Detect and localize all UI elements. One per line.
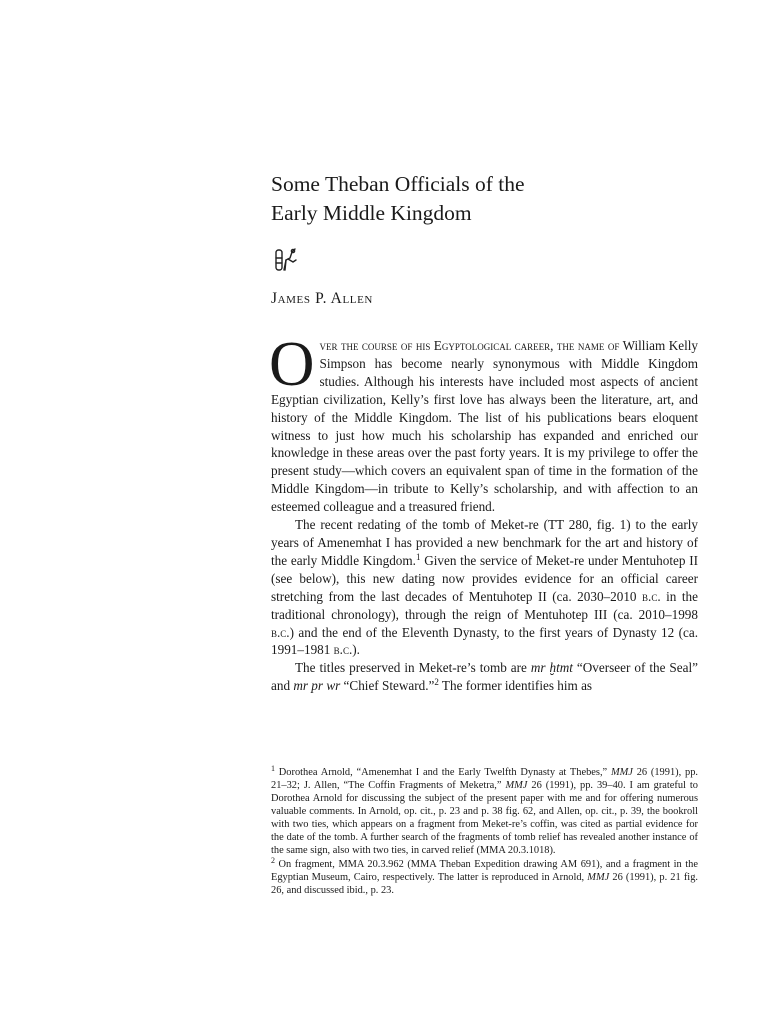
footnote-ref-1[interactable]: 1 <box>415 551 421 562</box>
journal-abbrev: MMJ <box>610 767 633 778</box>
footnote-2-text-b: 26 (1991), p. 21 fig. 26, and discussed ibid., p. 23. <box>271 872 698 896</box>
era-abbrev: b.c. <box>642 588 661 604</box>
footnotes <box>271 766 698 898</box>
title-line-1: Some Theban Officials of the <box>271 172 525 196</box>
paragraph-2-text-d: ) and the end of the Eleventh Dynasty, to the first years of Dynasty 12 (ca. 1991–1981 <box>271 624 698 658</box>
paragraph-3-text-c: “Chief Steward.” <box>340 678 435 694</box>
paragraph-3-text-b: “Overseer of the Seal” and <box>271 660 698 694</box>
footnote-1-text-a: Dorothea Arnold, “Amenemhat I and the Early Twelfth Dynasty at Thebes,” <box>275 767 611 778</box>
paragraph-1 <box>269 329 699 516</box>
egyptian-title-1: mr ḫtmt <box>530 660 573 676</box>
journal-abbrev: MMJ <box>505 780 528 791</box>
paragraph-2-text-e: ). <box>352 642 360 658</box>
paragraph-2 <box>271 516 698 659</box>
article-title <box>271 170 698 228</box>
paragraph-1-text: William Kelly Simpson has become nearly synonymous with Middle Kingdom studies. Although his interests have included most aspects of ancient Egyptian civilization, Kelly’s first love has always been the literature, art, and history of the Middle Kingdom. The list of his publications bears eloquent witness to just how much his scholarship has expanded and enriched our knowledge in these areas over the past forty years. It is my privilege to offer the present study—which covers an equivalent span of time in the formation of the Middle Kingdom—in tribute to Kelly’s scholarship, and with affection to an esteemed colleague and a treasured friend. <box>271 338 699 515</box>
paragraph-3-text-a: The titles preserved in Meket-re’s tomb are <box>295 660 531 676</box>
footnote-1 <box>271 766 698 857</box>
footnote-2 <box>271 858 698 897</box>
footnote-2-text-a: On fragment, MMA 20.3.962 (MMA Theban Expedition drawing AM 691), and a fragment in the Egyptian Museum, Cairo, respectively. The latter is reproduced in Arnold, <box>271 859 698 883</box>
paragraph-2-text-c: in the traditional chronology), through the reign of Mentuhotep III (ca. 2010–1998 <box>271 588 699 622</box>
title-line-2: Early Middle Kingdom <box>271 201 472 225</box>
hieroglyph-ornament-icon <box>273 246 299 274</box>
footnote-1-text-c: 26 (1991), pp. 39–40. I am grateful to Dorothea Arnold for discussing the subject of the present paper with me and for offering numerous valuable comments. In Arnold, op. cit., p. 23 and p. 38 fig. 62, and Allen, op. cit., p. 39, the bookroll with two ties, which appears on a fragment from Meket-re’s coffin, was cited as partial evidence for the date of the tomb. A further search of the fragments of tomb relief has revealed another instance of the same sign, also with two ties, in carved relief (MMA 20.3.1018). <box>271 780 698 856</box>
journal-abbrev: MMJ <box>587 872 610 883</box>
paragraph-2-text-a: The recent redating of the tomb of Meket-re (TT 280, fig. 1) to the early years of Amenemhat I has provided a new benchmark for the art and history of the early Middle Kingdom. <box>271 517 698 568</box>
footnote-number: 2 <box>271 856 275 865</box>
article-body <box>269 329 699 695</box>
paragraph-3-text-d: The former identifies him as <box>438 678 593 694</box>
drop-cap: O <box>269 329 315 399</box>
egyptian-title-2: mr pr wr <box>293 678 341 694</box>
footnote-number: 1 <box>271 764 275 773</box>
paragraph-3 <box>271 659 698 695</box>
footnote-1-text-b: 26 (1991), pp. 21–32; J. Allen, “The Coffin Fragments of Meketra,” <box>271 767 698 791</box>
paragraph-2-text-b: Given the service of Meket-re under Mentuhotep II (see below), this new dating now provides evidence for an official career stretching from the last decades of Mentuhotep II (ca. 2030–2010 <box>271 552 698 604</box>
opening-small-caps: ver the course of his Egyptological career, the name of <box>319 338 620 353</box>
footnote-ref-2[interactable]: 2 <box>434 677 439 688</box>
era-abbrev: b.c. <box>271 624 290 640</box>
author-name: James P. Allen <box>271 290 373 307</box>
era-abbrev: b.c. <box>333 642 353 658</box>
